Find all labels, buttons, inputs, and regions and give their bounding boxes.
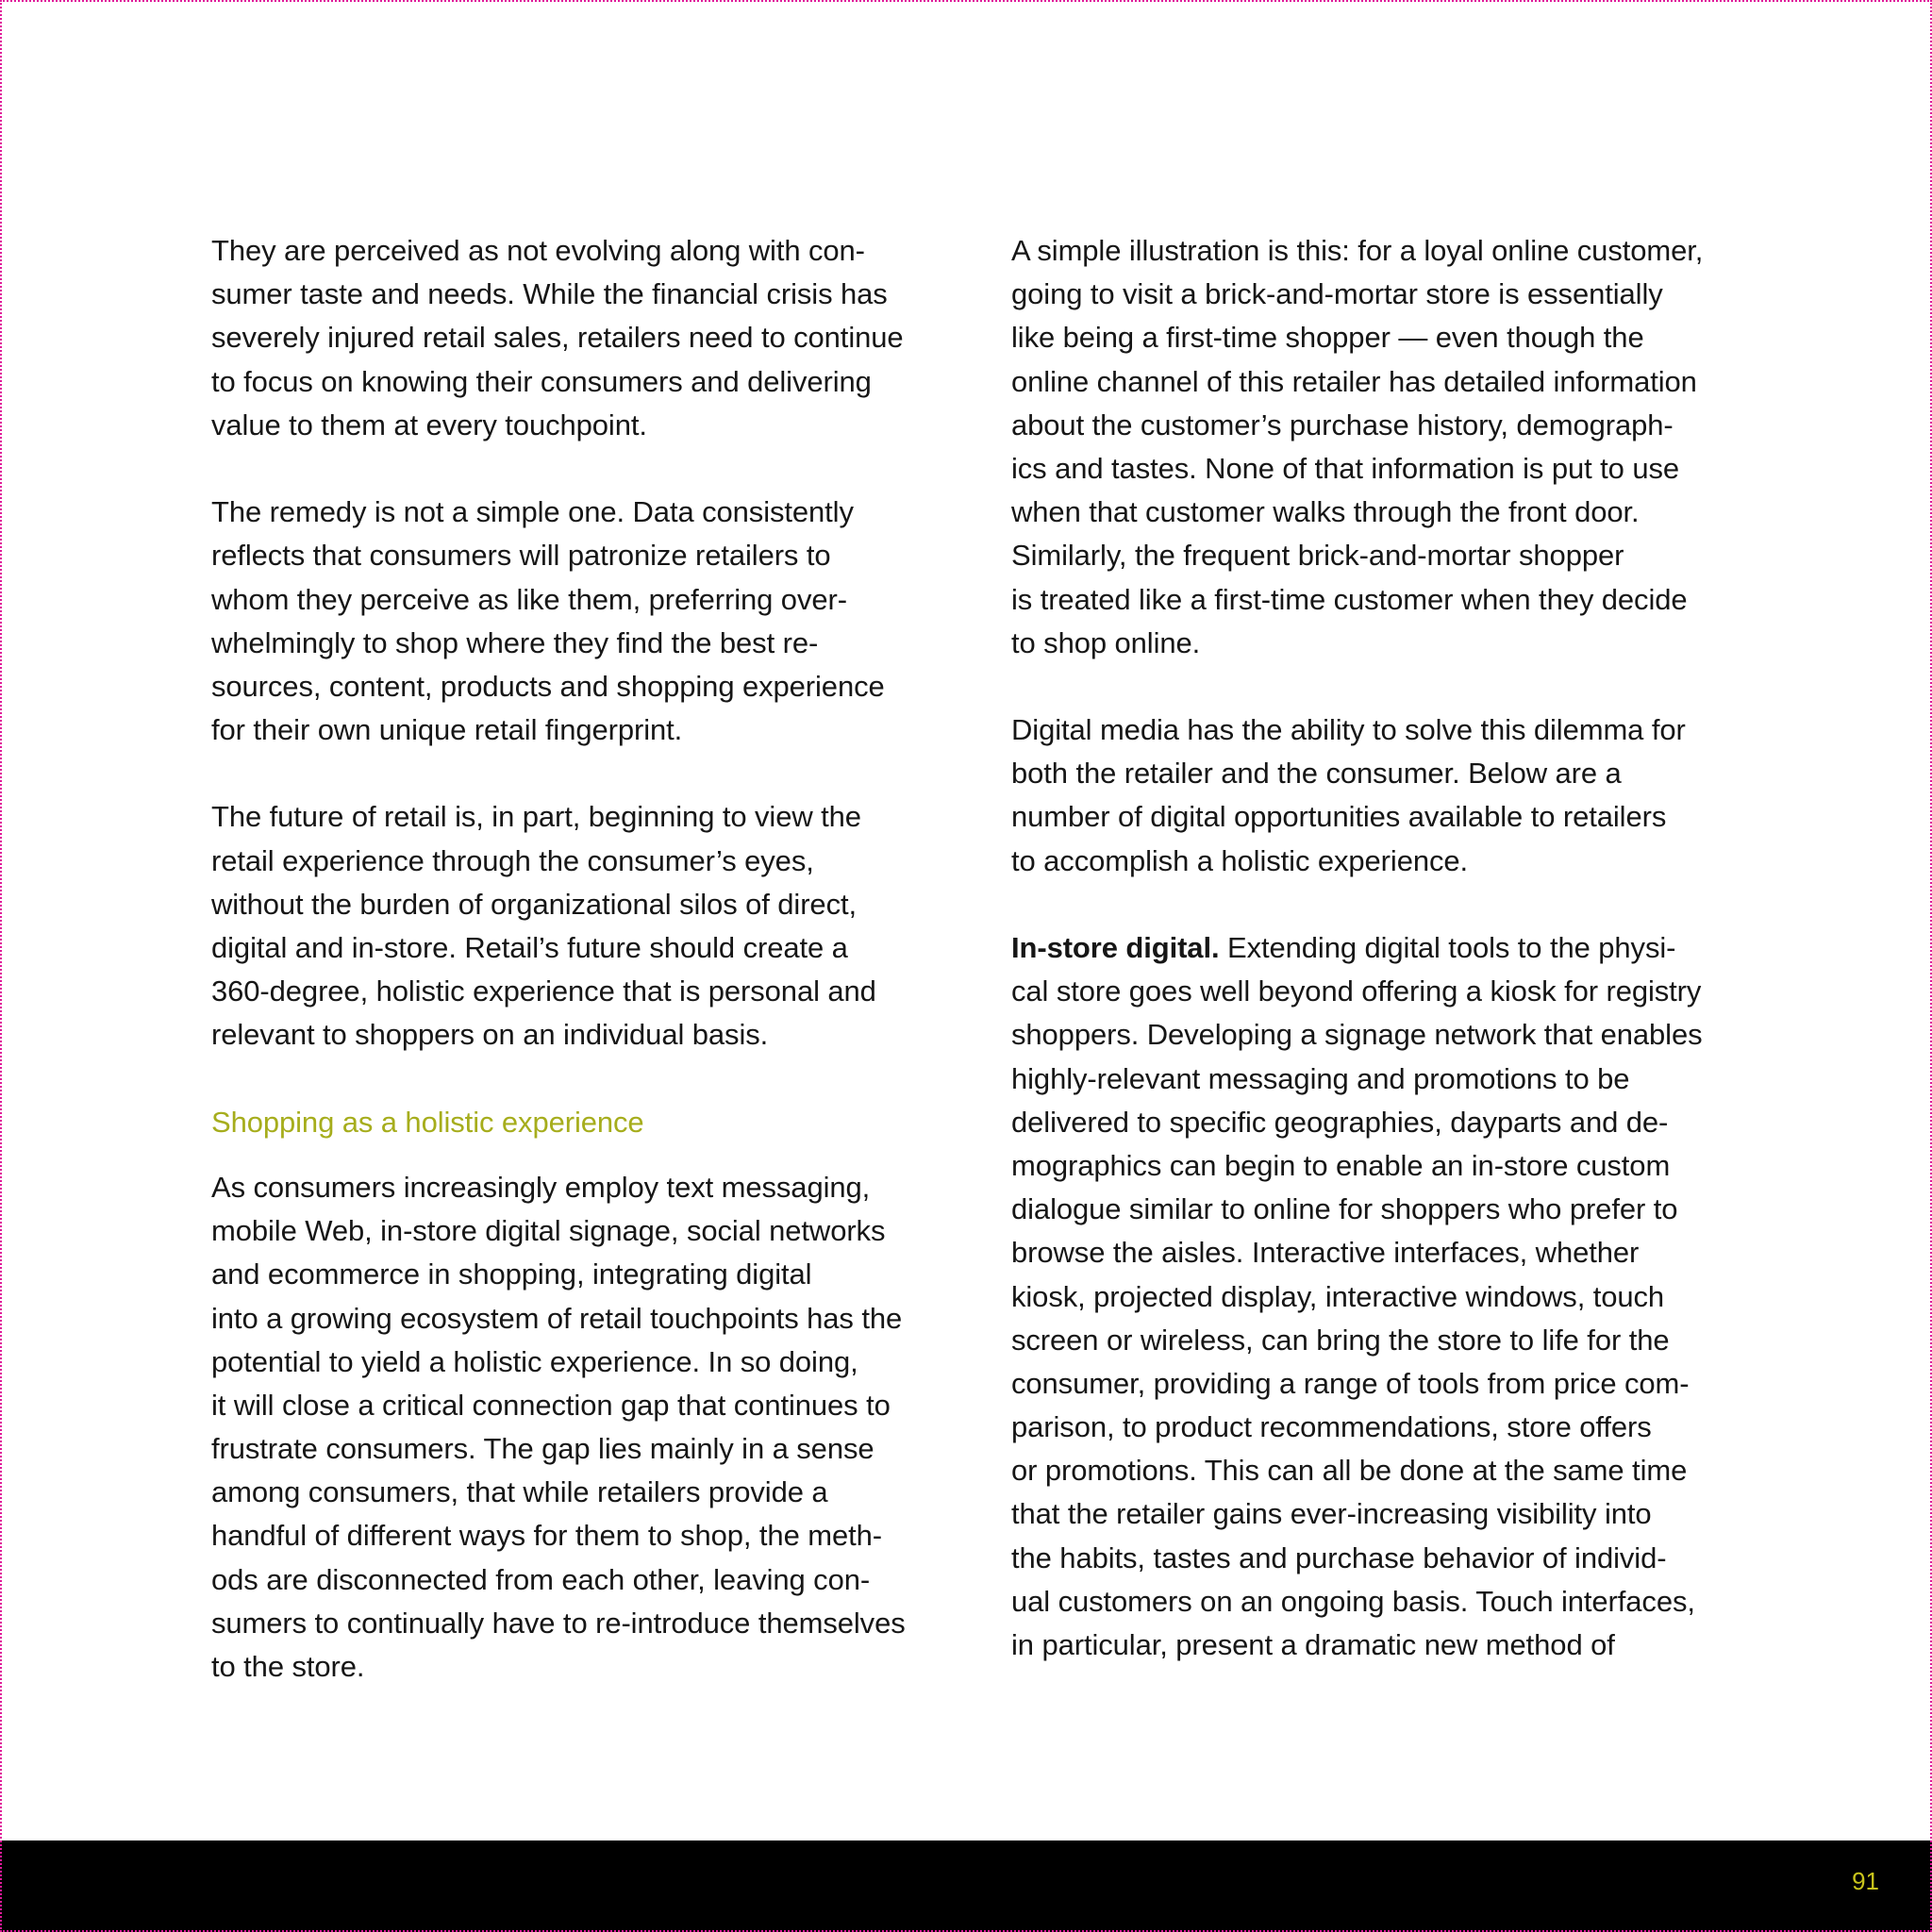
section-heading: Shopping as a holistic experience [211, 1105, 644, 1139]
text-line: without the burden of organizational silos of direct, [211, 887, 857, 921]
text-line: about the customer’s purchase history, demograph- [1011, 408, 1674, 441]
text-line: whelmingly to shop where they find the best re- [211, 625, 819, 659]
text-fragment: Extending digital tools to the physi- [1219, 931, 1676, 964]
paragraph-lead: In-store digital. [1011, 931, 1220, 964]
text-line: shoppers. Developing a signage network that enables [1011, 1018, 1703, 1052]
text-line: mobile Web, in-store digital signage, social networks [211, 1214, 886, 1248]
text-line: delivered to specific geographies, dayparts and de- [1011, 1105, 1669, 1139]
text-line: value to them at every touchpoint. [211, 408, 647, 441]
text-line: screen or wireless, can bring the store to life for the [1011, 1323, 1670, 1357]
text-line: among consumers, that while retailers provide a [211, 1475, 828, 1509]
text-line: online channel of this retailer has detailed information [1011, 364, 1697, 398]
text-line: whom they perceive as like them, preferring over- [211, 582, 847, 616]
text-line: going to visit a brick-and-mortar store is essentially [1011, 277, 1663, 311]
right-column [1011, 229, 1766, 1667]
text-line: to focus on knowing their consumers and delivering [211, 364, 872, 398]
text-line: for their own unique retail fingerprint. [211, 713, 683, 747]
text-line: into a growing ecosystem of retail touchpoints has the [211, 1301, 903, 1335]
text-line: retail experience through the consumer’s eyes, [211, 843, 814, 877]
text-line: it will close a critical connection gap that continues to [211, 1388, 891, 1422]
text-line: sumers to continually have to re-introduce themselves [211, 1606, 906, 1640]
paragraph [211, 491, 966, 752]
text-line: ods are disconnected from each other, leaving con- [211, 1562, 871, 1596]
text-line: to shop online. [1011, 625, 1201, 659]
text-line: 360-degree, holistic experience that is personal and [211, 974, 876, 1008]
text-line: handful of different ways for them to shop, the meth- [211, 1519, 882, 1553]
footer-bar [0, 1840, 1932, 1932]
text-line: ual customers on an ongoing basis. Touch interfaces, [1011, 1584, 1695, 1618]
text-line: cal store goes well beyond offering a kiosk for registry [1011, 974, 1702, 1008]
page-number: 91 [1852, 1867, 1879, 1895]
paragraph [211, 795, 966, 1057]
text-line: severely injured retail sales, retailers need to continue [211, 321, 904, 355]
text-line: the habits, tastes and purchase behavior of individ- [1011, 1541, 1667, 1574]
text-line: They are perceived as not evolving along with con- [211, 234, 865, 267]
text-line: like being a first-time shopper — even though the [1011, 321, 1644, 355]
text-line: sumer taste and needs. While the financial crisis has [211, 277, 888, 311]
text-line: is treated like a first-time customer when they decide [1011, 582, 1688, 616]
text-line: both the retailer and the consumer. Below are a [1011, 757, 1622, 791]
text-line: Similarly, the frequent brick-and-mortar shopper [1011, 539, 1624, 573]
text-line: number of digital opportunities available to retailers [1011, 800, 1667, 834]
text-line: relevant to shoppers on an individual basis. [211, 1018, 769, 1052]
text-line [1011, 926, 1766, 970]
paragraph [1011, 229, 1766, 665]
text-line: highly-relevant messaging and promotions to be [1011, 1061, 1630, 1095]
text-line: when that customer walks through the front door. [1011, 495, 1640, 529]
text-line: The remedy is not a simple one. Data consistently [211, 495, 854, 529]
text-line: The future of retail is, in part, beginning to view the [211, 800, 861, 834]
text-line: potential to yield a holistic experience. In so doing, [211, 1344, 858, 1378]
text-line: to the store. [211, 1650, 365, 1683]
text-line: consumer, providing a range of tools from price com- [1011, 1366, 1690, 1400]
text-line: frustrate consumers. The gap lies mainly in a sense [211, 1432, 874, 1466]
paragraph [211, 1166, 966, 1689]
text-line: browse the aisles. Interactive interfaces, whether [1011, 1236, 1640, 1270]
text-line: sources, content, products and shopping experience [211, 669, 885, 703]
paragraph [1011, 708, 1766, 883]
text-line: ics and tastes. None of that information is put to use [1011, 451, 1679, 485]
text-line: and ecommerce in shopping, integrating digital [211, 1257, 812, 1291]
text-line: parison, to product recommendations, store offers [1011, 1410, 1652, 1444]
text-line: kiosk, projected display, interactive windows, touch [1011, 1279, 1665, 1313]
text-line: dialogue similar to online for shoppers who prefer to [1011, 1192, 1678, 1226]
paragraph [211, 229, 966, 447]
text-line: mographics can begin to enable an in-store custom [1011, 1148, 1671, 1182]
text-line: in particular, present a dramatic new method of [1011, 1628, 1615, 1661]
text-line: digital and in-store. Retail’s future should create a [211, 931, 848, 964]
text-line: reflects that consumers will patronize retailers to [211, 539, 831, 573]
text-line: A simple illustration is this: for a loyal online customer, [1011, 234, 1704, 267]
text-line: to accomplish a holistic experience. [1011, 843, 1469, 877]
text-line: Digital media has the ability to solve this dilemma for [1011, 713, 1686, 747]
text-line: that the retailer gains ever-increasing visibility into [1011, 1497, 1652, 1531]
left-column [211, 229, 966, 1689]
text-line: or promotions. This can all be done at the same time [1011, 1454, 1688, 1488]
text-line: As consumers increasingly employ text messaging, [211, 1170, 871, 1204]
paragraph [1011, 926, 1766, 1667]
